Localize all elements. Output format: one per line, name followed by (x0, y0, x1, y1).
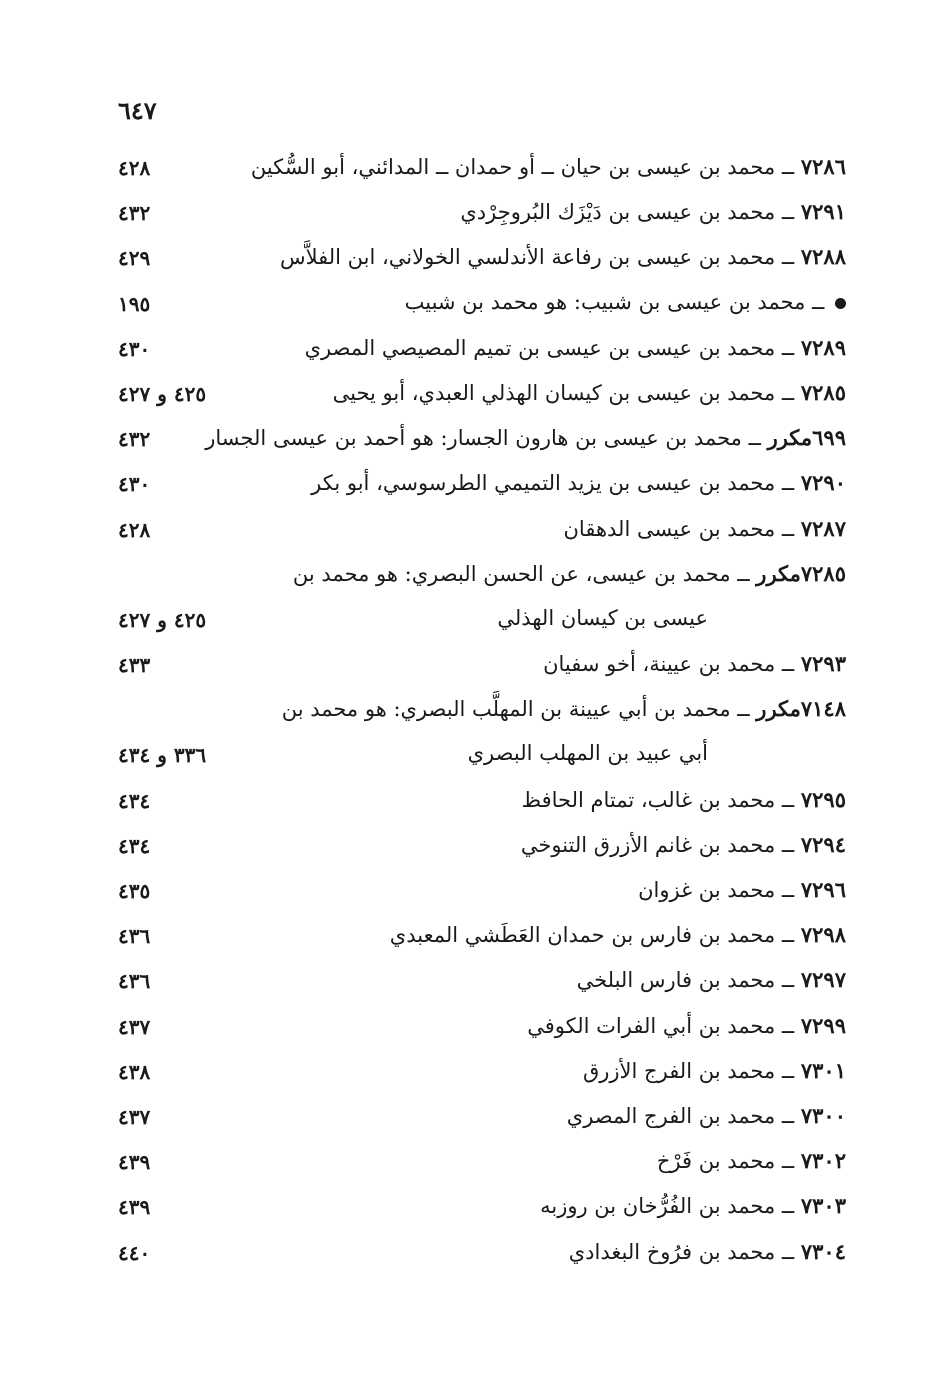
entry-name (577, 967, 846, 992)
entry-text: ــ محمد بن عيينة، أخو سفيان (543, 652, 795, 677)
entry-name (564, 516, 847, 541)
entry-text: ــ محمد بن أبي الفرات الكوفي (527, 1013, 795, 1038)
entry-name (569, 1239, 846, 1264)
entry-page-refs: ٤٣٠ (118, 336, 151, 361)
entry-name (657, 1148, 846, 1173)
entry-name (521, 832, 846, 857)
entry-page-refs: ٤٢٩ (118, 246, 151, 271)
entry-name (460, 199, 846, 224)
entry-text: ــ محمد بن عيسى بن شبيب: هو محمد بن شبيب (404, 289, 825, 314)
entry-page-refs: ٤٤٠ (118, 1240, 151, 1265)
entry-text: ــ محمد بن عيسى بن رفاعة الأندلسي الخولاني، ابن الفلاَّس (279, 245, 795, 270)
entry-page-refs: ٤٢٨ (118, 517, 151, 542)
entry-number: ٧٢٨٦ (800, 154, 846, 179)
entry-number: ٧٢٩٤ (800, 831, 846, 857)
entry-text: ــ محمد بن أبي عيينة بن المهلَّب البصري: هو محمد بن (281, 697, 750, 722)
entry-number: ٧٢٩٧ (800, 967, 846, 993)
entry-name (282, 696, 846, 721)
entry-name (583, 1058, 846, 1083)
entry-text: أبي عبيد بن المهلب البصري (467, 741, 708, 766)
entry-text: ــ محمد بن الفرج الأزرق (582, 1058, 795, 1083)
entry-page-refs: ٤٣٧ (118, 1104, 151, 1129)
entry-name (305, 335, 846, 360)
entry-name (543, 651, 846, 676)
entry-text: ــ محمد بن عيسى الدهقان (563, 516, 795, 541)
entry-name (405, 290, 846, 314)
index-entry (118, 1009, 846, 1054)
entry-page-refs: ٤٣٧ (118, 1014, 151, 1039)
entry-name (497, 606, 708, 630)
index-entry (118, 1189, 846, 1234)
entry-name (638, 877, 846, 902)
entry-text: ــ محمد بن فَرْخ (656, 1149, 795, 1174)
entry-text: عيسى بن كيسان الهذلي (497, 605, 708, 630)
entry-number: ٧٢٩٨ (800, 922, 846, 948)
entry-page-refs: ٤٣٥ (118, 879, 151, 903)
entry-text: ــ محمد بن فارس البلخي (576, 968, 795, 993)
entry-number: ٧٣٠١ (800, 1057, 846, 1083)
entry-text: ــ محمد بن الفُرُّخان بن روزبه (540, 1194, 795, 1219)
entry-text: ــ محمد بن عيسى، عن الحسن البصري: هو محمد بن (292, 561, 750, 586)
entry-name (468, 741, 708, 765)
index-entry (118, 1235, 846, 1280)
entry-page-refs: ٤٣٢ (118, 427, 151, 452)
entry-number: ٧٢٨٧ (800, 515, 846, 541)
index-entry (118, 421, 846, 466)
entry-page-refs: ٤٢٨ (118, 156, 151, 180)
entry-name (293, 561, 846, 586)
entry-page-refs: ٤٣٤ (118, 788, 151, 813)
entry-page-refs: ٣٣٦ و ٤٣٤ (118, 743, 207, 768)
index-entry (118, 331, 846, 376)
index-entry (118, 150, 846, 195)
entry-name (205, 425, 846, 450)
entry-text: ــ محمد بن عيسى بن يزيد التميمي الطرسوسي، أبو بكر (311, 471, 795, 496)
entry-number: ٧٢٩٣ (800, 651, 846, 677)
entry-name (251, 154, 846, 179)
entry-name (540, 1193, 846, 1218)
entry-page-refs: ٤٣٨ (118, 1059, 151, 1084)
entry-number: ٧٢٩٠ (800, 470, 846, 496)
index-entry (118, 240, 846, 285)
bullet-icon (835, 298, 846, 309)
index-entry (118, 828, 846, 873)
index-entry (118, 1054, 846, 1099)
entry-number: ٧٣٠٠ (800, 1102, 846, 1128)
index-entry (118, 195, 846, 240)
index-entry (118, 466, 846, 511)
entry-number: ٧٣٠٤ (800, 1238, 846, 1264)
index-entry (118, 918, 846, 963)
entry-text: ــ محمد بن الفرج المصري (566, 1103, 795, 1128)
entry-text: ــ محمد بن غانم الأزرق التنوخي (520, 832, 795, 857)
index-entry (118, 1144, 846, 1189)
entry-text: ــ محمد بن فرُوخ البغدادي (568, 1239, 795, 1264)
entry-page-refs: ٤٣٤ (118, 833, 151, 858)
index-entry-continuation (118, 602, 846, 647)
index-entry (118, 376, 846, 421)
entry-number: ٧٢٩١ (800, 199, 846, 225)
entry-name (567, 1103, 846, 1128)
entry-number: ٧٢٨٨ (800, 244, 846, 270)
entry-page-refs: ١٩٥ (118, 291, 151, 316)
page-number: ٦٤٧ (118, 96, 157, 125)
entry-text: ــ محمد بن غزوان (638, 878, 795, 902)
index-entry (118, 647, 846, 692)
entry-number: ٧٢٨٥مكرر (756, 560, 846, 586)
entry-number: ٧٢٨٩ (800, 334, 846, 360)
entry-number: ٦٩٩مكرر (767, 425, 846, 451)
entry-name (280, 244, 846, 269)
index-entry (118, 557, 846, 602)
index-entry (118, 1099, 846, 1144)
index-entry (118, 963, 846, 1008)
index-entry (118, 873, 846, 918)
entry-number: ٧٢٩٦ (800, 877, 846, 902)
index-entry (118, 783, 846, 828)
entry-name (311, 470, 846, 495)
index-entry-continuation (118, 737, 846, 782)
entry-number: ٧٣٠٣ (800, 1193, 846, 1219)
entry-page-refs: ٤٣٦ (118, 924, 151, 949)
entry-text: ــ محمد بن عيسى بن كيسان الهذلي العبدي، أبو يحيى (332, 380, 795, 405)
entry-page-refs: ٤٢٥ و ٤٢٧ (118, 381, 207, 406)
entry-number: ٧١٤٨مكرر (756, 696, 846, 722)
index-entry (118, 692, 846, 737)
entry-page-refs: ٤٣٣ (118, 653, 151, 678)
entry-text: ــ محمد بن عيسى بن دَيْزَك البُروجِرْدي (460, 200, 795, 225)
entry-text: ــ محمد بن غالب، تمتام الحافظ (521, 787, 795, 812)
entry-text: ــ محمد بن عيسى بن عيسى بن تميم المصيصي المصري (304, 335, 795, 360)
entry-number: ٧٣٠٢ (800, 1148, 846, 1174)
entry-number: ٧٢٩٩ (800, 1012, 846, 1038)
index-entry (118, 286, 846, 331)
index-list (118, 150, 846, 1280)
entry-page-refs: ٤٢٥ و ٤٢٧ (118, 607, 207, 632)
entry-number: ٧٢٩٥ (800, 786, 846, 812)
entry-text: ــ محمد بن فارس بن حمدان العَطَشي المعبدي (389, 923, 795, 948)
entry-page-refs: ٤٣٩ (118, 1150, 151, 1175)
entry-name (333, 380, 846, 405)
entry-name (527, 1013, 846, 1038)
entry-page-refs: ٤٣٠ (118, 472, 151, 497)
entry-name (522, 787, 846, 812)
entry-number: ٧٢٨٥ (800, 379, 846, 405)
entry-page-refs: ٤٣٢ (118, 201, 151, 226)
entry-name (390, 922, 846, 947)
entry-page-refs: ٤٣٦ (118, 969, 151, 994)
entry-page-refs: ٤٣٩ (118, 1195, 151, 1220)
index-entry (118, 512, 846, 557)
entry-text: ــ محمد بن عيسى بن حيان ــ أو حمدان ــ المدائني، أبو السُّكين (250, 155, 795, 179)
entry-text: ــ محمد بن عيسى بن هارون الجسار: هو أحمد بن عيسى الجسار (205, 426, 761, 451)
